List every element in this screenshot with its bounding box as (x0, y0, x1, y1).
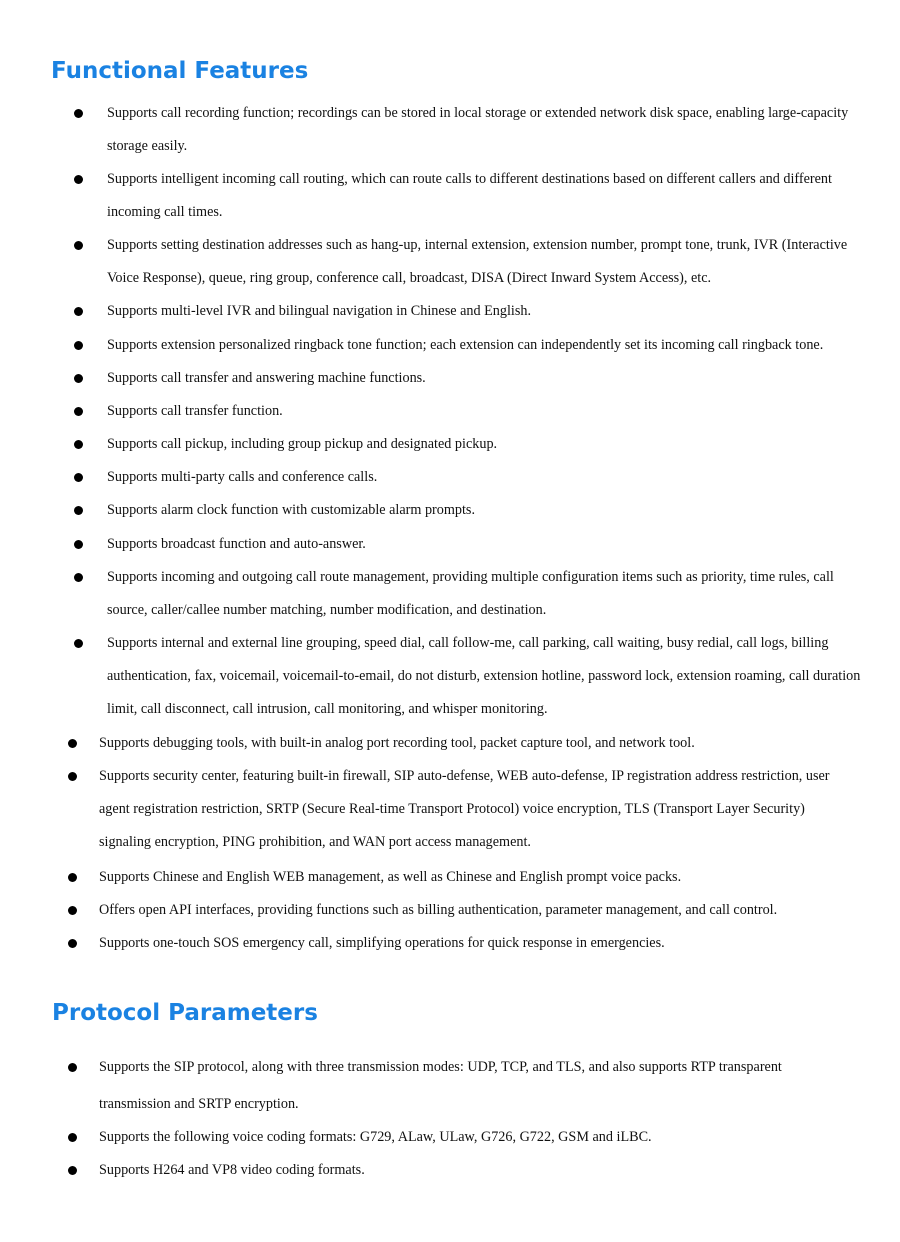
bullet-icon (74, 639, 83, 648)
list-item: Offers open API interfaces, providing functions such as billing authentication, parameter management, and call control. (99, 894, 849, 927)
list-item: Supports setting destination addresses such as hang-up, internal extension, extension number, prompt tone, trunk, IVR (Interactive Voice Response), queue, ring group, conference call, broadcast, DISA (Direct Inward System Access), etc. (107, 229, 852, 295)
bullet-icon (74, 506, 83, 515)
list-item: Supports debugging tools, with built-in analog port recording tool, packet capture tool, and network tool. (99, 727, 849, 760)
list-item: Supports call recording function; recordings can be stored in local storage or extended network disk space, enabling large-capacity storage easily. (107, 97, 852, 163)
bullet-icon (68, 906, 77, 915)
list-item: Supports the following voice coding formats: G729, ALaw, ULaw, G726, G722, GSM and iLBC. (99, 1121, 849, 1154)
bullet-icon (74, 540, 83, 549)
functional-features-heading: Functional Features (51, 58, 309, 84)
list-item: Supports one-touch SOS emergency call, simplifying operations for quick response in emergencies. (99, 927, 849, 960)
bullet-icon (74, 341, 83, 350)
list-item: Supports H264 and VP8 video coding formats. (99, 1154, 849, 1187)
bullet-icon (68, 1063, 77, 1072)
bullet-icon (68, 772, 77, 781)
list-item: Supports security center, featuring built-in firewall, SIP auto-defense, WEB auto-defense, IP registration address restriction, user agent registration restriction, SRTP (Secure Real-time Transport Protocol) voice encryption, TLS (Transport Layer Security) signaling encryption, PING prohibition, and WAN port access management. (99, 760, 849, 860)
list-item: Supports intelligent incoming call routing, which can route calls to different destinations based on different callers and different incoming call times. (107, 163, 852, 229)
bullet-icon (68, 1166, 77, 1175)
bullet-icon (74, 374, 83, 383)
list-item: Supports multi-level IVR and bilingual navigation in Chinese and English. (107, 295, 852, 328)
bullet-icon (68, 739, 77, 748)
list-item: Supports multi-party calls and conference calls. (107, 461, 852, 494)
list-item: Supports call transfer function. (107, 395, 852, 428)
bullet-icon (74, 307, 83, 316)
bullet-icon (74, 109, 83, 118)
list-item: Supports extension personalized ringback tone function; each extension can independently set its incoming call ringback tone. (107, 329, 867, 362)
bullet-icon (74, 407, 83, 416)
list-item: Supports alarm clock function with customizable alarm prompts. (107, 494, 852, 527)
bullet-icon (74, 573, 83, 582)
list-item: Supports call pickup, including group pickup and designated pickup. (107, 428, 852, 461)
bullet-icon (74, 241, 83, 250)
bullet-icon (68, 873, 77, 882)
list-item: Supports incoming and outgoing call route management, providing multiple configuration items such as priority, time rules, call source, caller/callee number matching, number modification, and destination. (107, 561, 852, 627)
bullet-icon (68, 939, 77, 948)
protocol-parameters-heading: Protocol Parameters (52, 1000, 318, 1026)
bullet-icon (68, 1133, 77, 1142)
bullet-icon (74, 473, 83, 482)
list-item: Supports broadcast function and auto-answer. (107, 528, 852, 561)
bullet-icon (74, 175, 83, 184)
list-item: Supports internal and external line grouping, speed dial, call follow-me, call parking, call waiting, busy redial, call logs, billing authentication, fax, voicemail, voicemail-to-email, do not disturb, extension hotline, password lock, extension roaming, call duration limit, call disconnect, call intrusion, call monitoring, and whisper monitoring. (107, 627, 867, 727)
list-item: Supports Chinese and English WEB management, as well as Chinese and English prompt voice packs. (99, 861, 849, 894)
bullet-icon (74, 440, 83, 449)
list-item: Supports call transfer and answering machine functions. (107, 362, 852, 395)
list-item: Supports the SIP protocol, along with three transmission modes: UDP, TCP, and TLS, and also supports RTP transparent transmission and SRTP encryption. (99, 1049, 849, 1123)
